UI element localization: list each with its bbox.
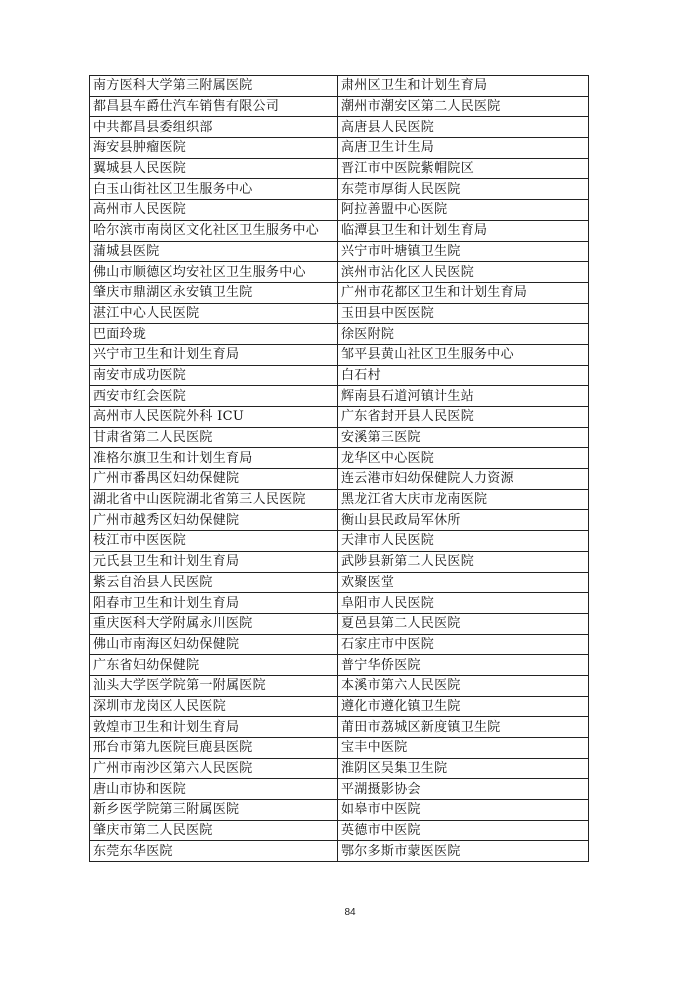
- table-cell-left: 重庆医科大学附属永川医院: [90, 613, 338, 634]
- table-cell-left: 南安市成功医院: [90, 365, 338, 386]
- table-row: [90, 634, 589, 655]
- table-cell-right: 如皋市中医院: [338, 800, 589, 821]
- table-row: [90, 738, 589, 759]
- table-cell-right: 潮州市潮安区第二人民医院: [338, 96, 589, 117]
- table-cell-right: 安溪第三医院: [338, 427, 589, 448]
- table-cell-right: 高唐县人民医院: [338, 117, 589, 138]
- table-cell-right: 临潭县卫生和计划生育局: [338, 220, 589, 241]
- table-cell-left: 紫云自治县人民医院: [90, 572, 338, 593]
- table-row: [90, 572, 589, 593]
- organization-table-body: [90, 76, 589, 862]
- table-row: [90, 427, 589, 448]
- table-cell-right: 鄂尔多斯市蒙医医院: [338, 841, 589, 862]
- table-cell-left: 佛山市顺德区均安社区卫生服务中心: [90, 262, 338, 283]
- table-cell-left: 海安县肿瘤医院: [90, 138, 338, 159]
- table-row: [90, 613, 589, 634]
- table-cell-left: 唐山市协和医院: [90, 779, 338, 800]
- table-cell-left: 广州市番禺区妇幼保健院: [90, 469, 338, 490]
- table-cell-left: 邢台市第九医院巨鹿县医院: [90, 738, 338, 759]
- table-row: [90, 220, 589, 241]
- table-cell-right: 武陟县新第二人民医院: [338, 551, 589, 572]
- table-cell-left: 巴面玲珑: [90, 324, 338, 345]
- table-cell-left: 高州市人民医院外科 ICU: [90, 407, 338, 428]
- table-cell-left: 东莞东华医院: [90, 841, 338, 862]
- table-cell-right: 玉田县中医医院: [338, 303, 589, 324]
- table-row: [90, 531, 589, 552]
- table-row: [90, 158, 589, 179]
- table-cell-right: 东莞市厚街人民医院: [338, 179, 589, 200]
- table-row: [90, 489, 589, 510]
- table-cell-left: 汕头大学医学院第一附属医院: [90, 675, 338, 696]
- table-cell-right: 邹平县黄山社区卫生服务中心: [338, 344, 589, 365]
- table-cell-right: 滨州市沾化区人民医院: [338, 262, 589, 283]
- table-row: [90, 779, 589, 800]
- table-cell-right: 龙华区中心医院: [338, 448, 589, 469]
- table-cell-left: 蒲城县医院: [90, 241, 338, 262]
- table-cell-left: 兴宁市卫生和计划生育局: [90, 344, 338, 365]
- table-cell-left: 准格尔旗卫生和计划生育局: [90, 448, 338, 469]
- table-cell-left: 深圳市龙岗区人民医院: [90, 696, 338, 717]
- table-row: [90, 386, 589, 407]
- table-row: [90, 655, 589, 676]
- table-row: [90, 324, 589, 345]
- table-cell-left: 阳春市卫生和计划生育局: [90, 593, 338, 614]
- table-cell-right: 淮阴区吴集卫生院: [338, 758, 589, 779]
- table-row: [90, 841, 589, 862]
- table-row: [90, 262, 589, 283]
- table-row: [90, 407, 589, 428]
- table-cell-right: 广东省封开县人民医院: [338, 407, 589, 428]
- table-cell-right: 广州市花都区卫生和计划生育局: [338, 282, 589, 303]
- table-cell-left: 敦煌市卫生和计划生育局: [90, 717, 338, 738]
- table-row: [90, 282, 589, 303]
- table-row: [90, 200, 589, 221]
- page-number: 84: [344, 907, 356, 918]
- table-cell-right: 徐医附院: [338, 324, 589, 345]
- table-row: [90, 365, 589, 386]
- table-cell-right: 本溪市第六人民医院: [338, 675, 589, 696]
- table-row: [90, 469, 589, 490]
- table-cell-right: 遵化市遵化镇卫生院: [338, 696, 589, 717]
- table-cell-right: 阿拉善盟中心医院: [338, 200, 589, 221]
- table-cell-left: 广东省妇幼保健院: [90, 655, 338, 676]
- table-row: [90, 448, 589, 469]
- table-row: [90, 96, 589, 117]
- table-cell-right: 天津市人民医院: [338, 531, 589, 552]
- table-cell-right: 欢聚医堂: [338, 572, 589, 593]
- table-row: [90, 717, 589, 738]
- table-cell-left: 枝江市中医医院: [90, 531, 338, 552]
- table-row: [90, 117, 589, 138]
- table-row: [90, 820, 589, 841]
- table-cell-right: 高唐卫生计生局: [338, 138, 589, 159]
- table-cell-right: 肃州区卫生和计划生育局: [338, 76, 589, 97]
- table-row: [90, 76, 589, 97]
- table-cell-right: 连云港市妇幼保健院人力资源: [338, 469, 589, 490]
- table-cell-left: 南方医科大学第三附属医院: [90, 76, 338, 97]
- table-cell-left: 中共都昌县委组织部: [90, 117, 338, 138]
- table-cell-left: 高州市人民医院: [90, 200, 338, 221]
- table-cell-left: 肇庆市鼎湖区永安镇卫生院: [90, 282, 338, 303]
- table-row: [90, 696, 589, 717]
- table-cell-right: 辉南县石道河镇计生站: [338, 386, 589, 407]
- table-cell-right: 宝丰中医院: [338, 738, 589, 759]
- table-row: [90, 510, 589, 531]
- table-cell-left: 新乡医学院第三附属医院: [90, 800, 338, 821]
- table-row: [90, 758, 589, 779]
- table-cell-left: 西安市红会医院: [90, 386, 338, 407]
- table-cell-right: 夏邑县第二人民医院: [338, 613, 589, 634]
- table-row: [90, 303, 589, 324]
- table-row: [90, 551, 589, 572]
- table-cell-left: 元氏县卫生和计划生育局: [90, 551, 338, 572]
- table-cell-right: 兴宁市叶塘镇卫生院: [338, 241, 589, 262]
- table-cell-left: 广州市越秀区妇幼保健院: [90, 510, 338, 531]
- table-row: [90, 593, 589, 614]
- table-cell-right: 平湖摄影协会: [338, 779, 589, 800]
- table-cell-left: 广州市南沙区第六人民医院: [90, 758, 338, 779]
- table-cell-left: 翼城县人民医院: [90, 158, 338, 179]
- table-cell-right: 英德市中医院: [338, 820, 589, 841]
- table-cell-left: 哈尔滨市南岗区文化社区卫生服务中心: [90, 220, 338, 241]
- table-cell-right: 石家庄市中医院: [338, 634, 589, 655]
- table-cell-left: 湖北省中山医院湖北省第三人民医院: [90, 489, 338, 510]
- table-cell-right: 黑龙江省大庆市龙南医院: [338, 489, 589, 510]
- table-cell-right: 白石村: [338, 365, 589, 386]
- table-cell-left: 白玉山街社区卫生服务中心: [90, 179, 338, 200]
- table-row: [90, 138, 589, 159]
- table-cell-right: 普宁华侨医院: [338, 655, 589, 676]
- table-row: [90, 241, 589, 262]
- table-row: [90, 344, 589, 365]
- table-cell-right: 莆田市荔城区新度镇卫生院: [338, 717, 589, 738]
- table-cell-right: 衡山县民政局军休所: [338, 510, 589, 531]
- table-row: [90, 800, 589, 821]
- table-cell-left: 湛江中心人民医院: [90, 303, 338, 324]
- organization-table: [89, 75, 589, 862]
- table-cell-left: 甘肃省第二人民医院: [90, 427, 338, 448]
- table-row: [90, 179, 589, 200]
- table-cell-left: 都昌县车爵仕汽车销售有限公司: [90, 96, 338, 117]
- table-cell-left: 佛山市南海区妇幼保健院: [90, 634, 338, 655]
- table-cell-right: 阜阳市人民医院: [338, 593, 589, 614]
- table-cell-left: 肇庆市第二人民医院: [90, 820, 338, 841]
- table-cell-right: 晋江市中医院紫帽院区: [338, 158, 589, 179]
- table-row: [90, 675, 589, 696]
